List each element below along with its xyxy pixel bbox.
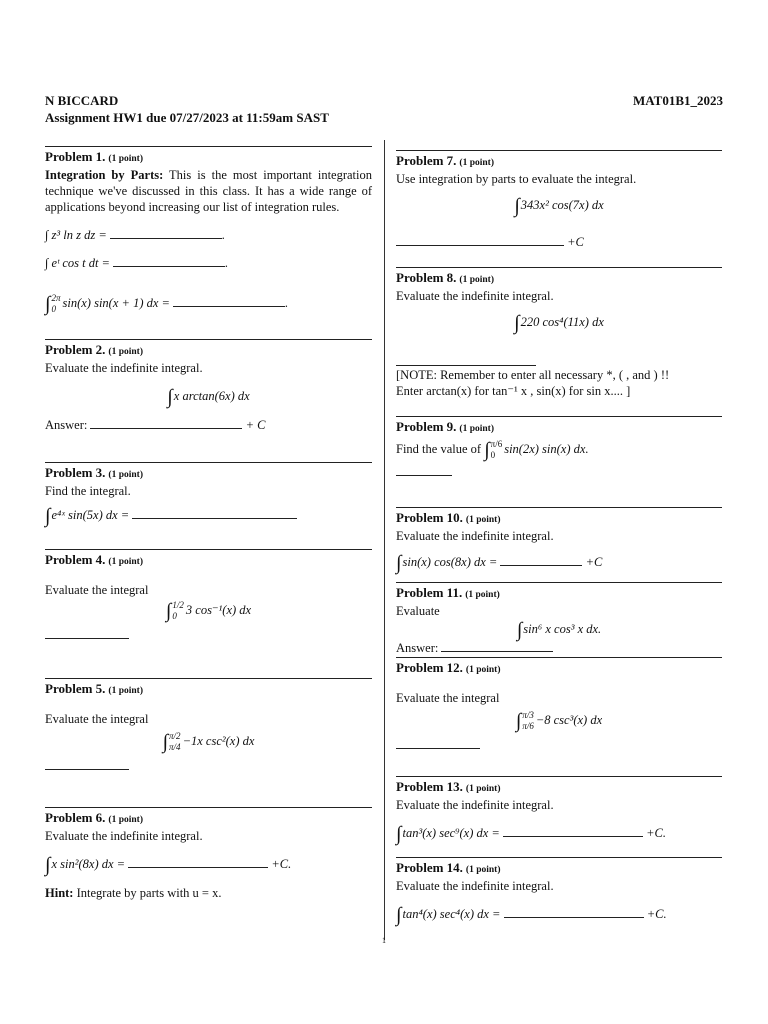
problem-text: Evaluate the indefinite integral. <box>45 829 203 843</box>
problem-text: Evaluate the indefinite integral. <box>396 879 554 893</box>
points-label: (1 point) <box>108 815 143 825</box>
integral-sign-icon: ∫ <box>165 599 172 622</box>
answer-field[interactable] <box>132 508 297 519</box>
problem-title: Problem 7. <box>396 153 457 168</box>
answer-field[interactable] <box>45 769 129 770</box>
answer-row: Answer: <box>396 640 722 656</box>
problem-text: Evaluate the indefinite integral. <box>396 529 554 543</box>
answer-field[interactable] <box>113 256 225 267</box>
points-label: (1 point) <box>108 686 143 696</box>
problem-title: Problem 13. <box>396 779 463 794</box>
problem-text: Find the integral. <box>45 484 131 498</box>
integral-sign-icon: ∫ <box>516 619 523 641</box>
problem-title: Problem 11. <box>396 585 463 600</box>
problem-expression: ∫π/3 π/6 −8 csc³(x) dx <box>515 709 603 732</box>
problem-expression: ∫220 cos⁴(11x) dx <box>514 312 604 334</box>
integral-sign-icon: ∫ <box>45 292 51 315</box>
integral-sign-icon: ∫ <box>45 854 51 876</box>
problem-6 <box>45 807 372 920</box>
points-label: (1 point) <box>465 784 501 794</box>
problem-3 <box>45 462 372 549</box>
problem-expression: ∫343x² cos(7x) dx <box>514 195 604 217</box>
answer-field[interactable] <box>110 228 222 239</box>
problem-9 <box>396 416 722 507</box>
answer-field[interactable] <box>441 641 553 652</box>
problem-text: Evaluate the integral <box>45 583 149 597</box>
problem-title: Problem 14. <box>396 860 463 875</box>
answer-field[interactable] <box>503 826 643 837</box>
answer-field[interactable] <box>396 748 480 749</box>
student-name: N BICCARD <box>45 93 119 108</box>
answer-field[interactable] <box>173 296 285 307</box>
problem-expression: ∫tan³(x) sec⁹(x) dx = +C. <box>396 823 667 845</box>
answer-field[interactable] <box>90 418 242 429</box>
problem-expression: ∫1/2 0 3 cos⁻¹(x) dx <box>165 599 252 622</box>
problem-title: Problem 2. <box>45 342 106 357</box>
problem-intro: Integration by Parts: This is the most important integration technique we've discussed in this class. It has a wide range of applications beyond increasing our list of integration rules. <box>45 168 372 214</box>
integral-sign-icon: ∫ <box>484 438 490 461</box>
note-line-2: Enter arctan(x) for tan⁻¹ x , sin(x) for sin x.... ] <box>396 384 631 398</box>
answer-field[interactable] <box>128 857 268 868</box>
problem-4 <box>45 549 372 678</box>
integral-sign-icon: ∫ <box>396 823 402 845</box>
problem-expression: ∫tan⁴(x) sec⁴(x) dx = +C. <box>396 904 667 926</box>
points-label: (1 point) <box>465 590 500 600</box>
integral-sign-icon: ∫ <box>514 195 520 217</box>
problem-expression: ∫sin(x) cos(8x) dx = +C <box>396 552 603 574</box>
problem-title: Problem 5. <box>45 681 106 696</box>
problem-title: Problem 10. <box>396 510 463 525</box>
answer-field[interactable] <box>396 365 536 366</box>
page-number: 1 <box>382 936 386 945</box>
problem-text: Evaluate <box>396 604 440 618</box>
integral-sign-icon: ∫ <box>162 730 169 753</box>
problem-expression: ∫π/2 π/4 −1x csc²(x) dx <box>162 730 255 753</box>
problem-11 <box>396 582 722 657</box>
answer-row: +C <box>396 234 722 250</box>
points-label: (1 point) <box>465 865 501 875</box>
problem-13 <box>396 776 722 857</box>
answer-row: Answer: + C <box>45 418 266 432</box>
problem-10 <box>396 507 722 582</box>
problem-title: Problem 4. <box>45 552 106 567</box>
problem-14 <box>396 857 722 936</box>
points-label: (1 point) <box>459 158 494 168</box>
problem-title: Problem 1. <box>45 149 106 164</box>
problem-expression: ∫e⁴ˣ sin(5x) dx = <box>45 507 372 524</box>
problem-text: Evaluate the integral <box>45 712 149 726</box>
problem-1b: ∫ eᵗ cos t dt = . <box>45 256 229 270</box>
integral-sign-icon: ∫ <box>396 904 402 926</box>
problem-1a: ∫ z³ ln z dz = . <box>45 228 226 242</box>
problem-8 <box>396 267 722 416</box>
answer-field[interactable] <box>45 638 129 639</box>
points-label: (1 point) <box>108 470 143 480</box>
integral-sign-icon: ∫ <box>514 312 520 334</box>
integral-sign-icon: ∫ <box>45 505 51 527</box>
problem-text: Evaluate the indefinite integral. <box>396 798 554 812</box>
answer-field[interactable] <box>396 235 564 246</box>
problem-text: Use integration by parts to evaluate the integral. <box>396 172 637 186</box>
answer-field[interactable] <box>500 555 582 566</box>
left-column <box>45 146 372 920</box>
points-label: (1 point) <box>459 424 494 434</box>
problem-expression: ∫x arctan(6x) dx <box>167 386 250 408</box>
page-header <box>45 93 723 126</box>
points-label: (1 point) <box>465 515 501 525</box>
problem-text: Evaluate the integral <box>396 691 500 705</box>
integral-sign-icon: ∫ <box>396 552 402 574</box>
hint: Hint: Integrate by parts with u = x. <box>45 886 222 900</box>
assignment-title: Assignment HW1 due 07/27/2023 at 11:59am SAST <box>45 110 329 125</box>
integral-sign-icon: ∫ <box>167 386 173 408</box>
problem-expression: ∫x sin²(8x) dx = +C. <box>45 854 292 876</box>
problem-5 <box>45 678 372 807</box>
right-column <box>396 150 722 936</box>
points-label: (1 point) <box>108 154 143 164</box>
problem-expression: ∫sin⁶ x cos³ x dx. <box>516 619 602 641</box>
problem-2 <box>45 339 372 462</box>
points-label: (1 point) <box>465 665 501 675</box>
points-label: (1 point) <box>459 275 494 285</box>
problem-1 <box>45 146 372 339</box>
problem-text: Evaluate the indefinite integral. <box>396 289 554 303</box>
problem-text: Evaluate the indefinite integral. <box>45 361 203 375</box>
problem-title: Problem 8. <box>396 270 457 285</box>
column-divider <box>384 140 385 940</box>
problem-title: Problem 9. <box>396 419 457 434</box>
problem-title: Problem 12. <box>396 660 463 675</box>
answer-field[interactable] <box>504 907 644 918</box>
integral-sign-icon: ∫ <box>515 709 522 732</box>
problem-title: Problem 6. <box>45 810 106 825</box>
points-label: (1 point) <box>108 347 143 357</box>
course-code: MAT01B1_2023 <box>632 93 723 108</box>
problem-7 <box>396 150 722 267</box>
problem-1c: ∫2π 0 sin(x) sin(x + 1) dx = . <box>45 292 289 315</box>
points-label: (1 point) <box>108 557 143 567</box>
note-line-1: [NOTE: Remember to enter all necessary *, ( , and ) !! <box>396 368 670 382</box>
problem-title: Problem 3. <box>45 465 106 480</box>
problem-12 <box>396 657 722 776</box>
answer-field[interactable] <box>396 475 452 476</box>
problem-expression: Find the value of ∫π/6 0 sin(2x) sin(x) dx. <box>396 438 589 461</box>
